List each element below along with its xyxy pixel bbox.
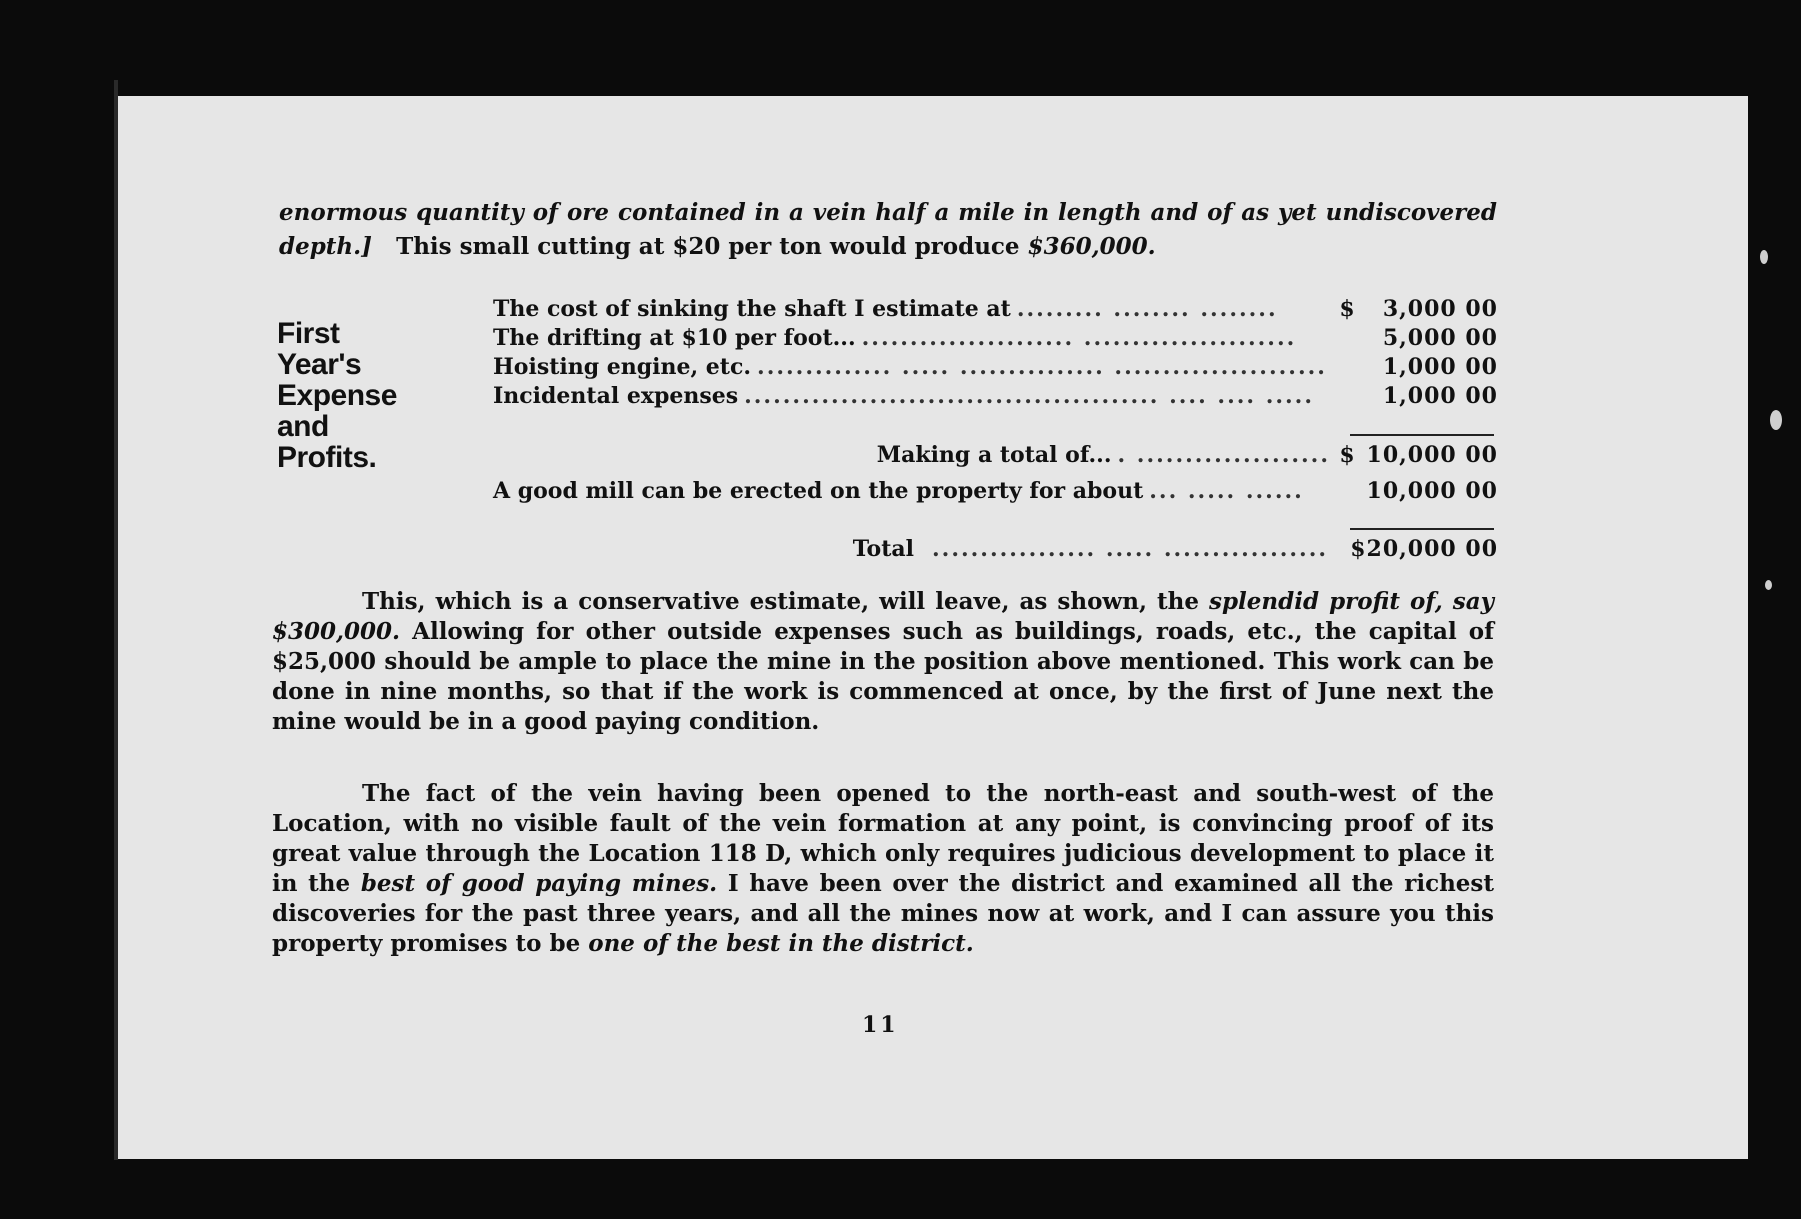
ledger-leader: ......... ........ ........ [1016, 296, 1278, 322]
page-number: 11 [862, 1012, 899, 1038]
ledger-leader: ........................................... .... .... ..... [744, 383, 1315, 409]
top-normal-text: This small cutting at $20 per ton would produce [396, 233, 1020, 260]
ledger-leader: .............. ..... ............... ...................... [757, 354, 1327, 380]
total-leader: ................. ..... ................. [932, 536, 1329, 562]
paragraph-estimate [272, 587, 1494, 737]
subtotal-amount: 10,000 00 [1366, 442, 1498, 468]
para2-italic: splendid profit of, say $300,000. [272, 588, 1495, 645]
ledger-leader: ...................... ...................... [861, 325, 1297, 351]
top-italic-text: enormous quantity of ore contained in a vein half a mile in length and of as yet undiscovered depth.] [279, 199, 1497, 260]
mill-leader: ... ..... ...... [1149, 478, 1304, 504]
ledger-currency: $ [1339, 296, 1355, 322]
subtotal-rule [1350, 434, 1494, 436]
ledger-amount: 5,000 00 [1382, 325, 1498, 351]
subtotal-label: Making a total of... [876, 442, 1112, 468]
scan-artifact [1770, 410, 1782, 430]
para3-lead: The fact of the vein having been opened to the north-east and south-west of the Location, with no visible fault of the vein formation at any point, is convincing proof of its great value through the Location 118 D, which only requires judicious development to place it in the [272, 780, 1494, 897]
subtotal-currency: $ [1339, 442, 1355, 468]
side-heading-line: Expense [277, 379, 397, 412]
side-heading-line: and [277, 410, 329, 443]
ledger-label: Incidental expenses [493, 383, 739, 409]
ledger-row [493, 354, 1498, 380]
para2-lead: This, which is a conservative estimate, will leave, as shown, the [362, 588, 1199, 615]
mill-amount: 10,000 00 [1366, 478, 1498, 504]
ledger-amount: 3,000 00 [1382, 296, 1498, 322]
side-heading-line: Year's [277, 348, 362, 381]
para3-italic-end: one of the best in the district. [588, 930, 974, 957]
ledger-label: The cost of sinking the shaft I estimate at [493, 296, 1011, 322]
mill-row [493, 478, 1498, 504]
para3-italic: best of good paying mines. [360, 870, 718, 897]
para2-rest: Allowing for other outside expenses such as buildings, roads, etc., the capital of $25,000 should be ample to place the mine in the position above mentioned. This work can be done in nine months, so that if the work is commenced at once, by the first of June next the mine would be in a good paying condition. [272, 618, 1494, 735]
side-heading-line: Profits. [277, 441, 377, 474]
scan-artifact [1765, 580, 1772, 590]
ledger-amount: 1,000 00 [1382, 354, 1498, 380]
subtotal-row [493, 442, 1498, 468]
ledger-label: The drifting at $10 per foot... [493, 325, 856, 351]
scan-artifact [1760, 250, 1768, 264]
mill-label: A good mill can be erected on the property for about [493, 478, 1144, 504]
ledger-row [493, 325, 1498, 351]
side-heading [277, 318, 427, 473]
side-heading-line: First [277, 317, 340, 350]
ledger-row [493, 383, 1498, 409]
ledger-row [493, 296, 1498, 322]
para3-mid: I have been over the district and examined all the richest discoveries for the past three years, and all the mines now at work, and I can assure you this property promises to be [272, 870, 1494, 957]
ledger-label: Hoisting engine, etc. [493, 354, 752, 380]
subtotal-leader: . .................... [1117, 442, 1330, 468]
total-rule [1350, 528, 1494, 530]
top-amount: $360,000. [1027, 233, 1156, 260]
page-binding-edge [114, 80, 118, 1160]
paragraph-vein [272, 779, 1494, 959]
total-amount: $20,000 00 [1350, 536, 1498, 562]
total-row [493, 536, 1498, 562]
top-paragraph [279, 196, 1497, 264]
total-label: Total [852, 536, 914, 562]
ledger-amount: 1,000 00 [1382, 383, 1498, 409]
